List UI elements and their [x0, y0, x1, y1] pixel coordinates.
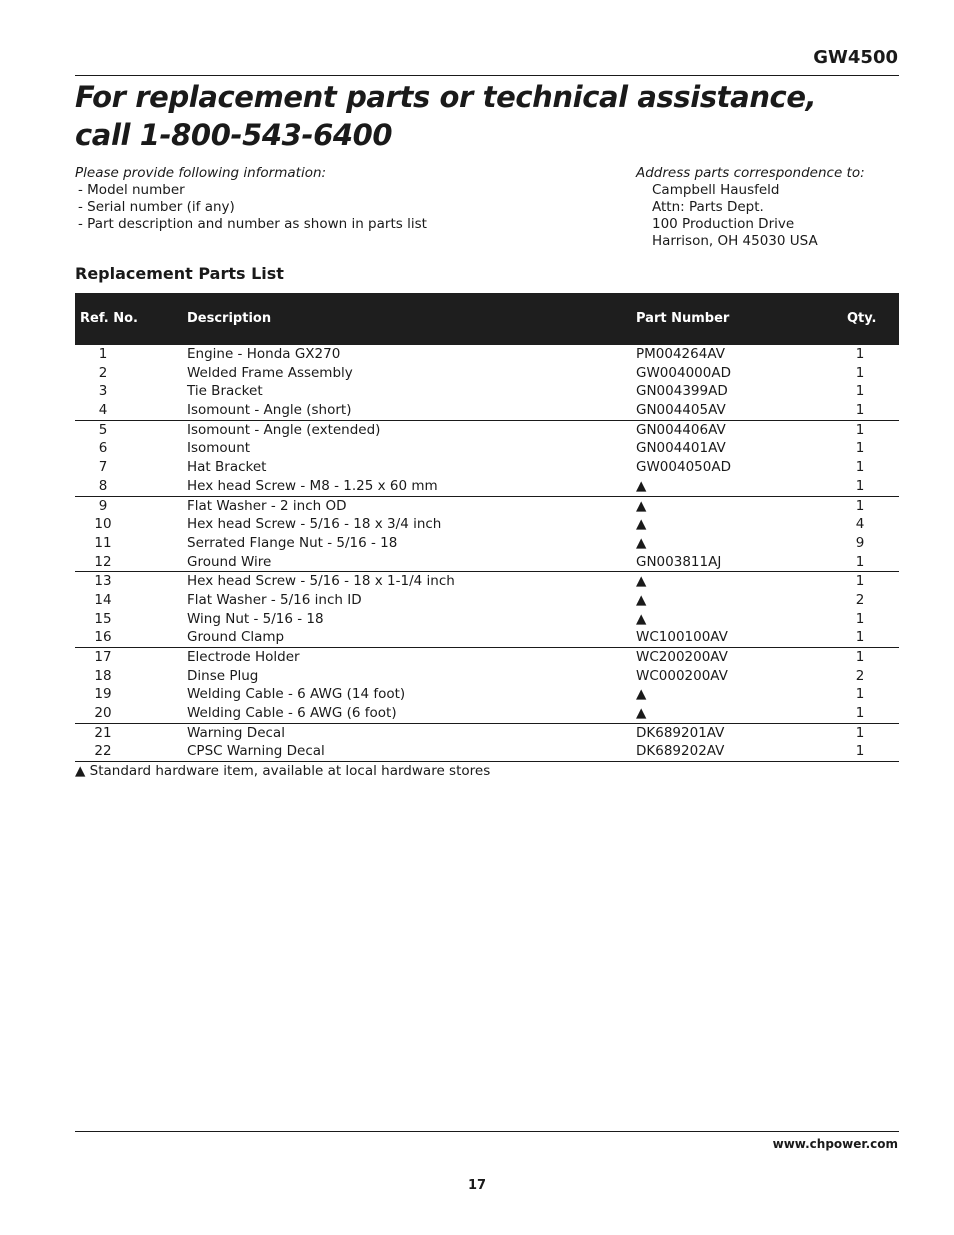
qty-cell: 9 — [855, 534, 865, 551]
description-cell: CPSC Warning Decal — [187, 743, 325, 760]
part-number-cell: ▲ — [636, 516, 647, 533]
table-row — [75, 421, 899, 440]
ref-no-cell: 5 — [98, 421, 108, 438]
description-cell: Ground Clamp — [187, 629, 285, 646]
table-row — [75, 477, 899, 496]
part-number-cell: WC100100AV — [636, 629, 728, 646]
description-cell: Welding Cable - 6 AWG (14 foot) — [187, 686, 406, 703]
part-number-cell: GN004399AD — [636, 383, 728, 400]
description-cell: Warning Decal — [187, 724, 285, 741]
description-cell: Hex head Screw - 5/16 - 18 x 3/4 inch — [187, 516, 442, 533]
ref-no-cell: 21 — [94, 724, 112, 741]
table-row — [75, 704, 899, 723]
part-number-cell: DK689201AV — [636, 724, 725, 741]
part-number-cell: WC000200AV — [636, 667, 728, 684]
required-info-block — [75, 165, 427, 233]
part-number-cell: ▲ — [636, 591, 647, 608]
ref-no-cell: 8 — [98, 477, 108, 494]
ref-no-cell: 4 — [98, 402, 108, 419]
description-cell: Flat Washer - 5/16 inch ID — [187, 591, 362, 608]
required-info-heading: Please provide following information: — [75, 165, 327, 181]
page-number: 17 — [467, 1178, 487, 1193]
table-row — [75, 610, 899, 629]
parts-list-title: Replacement Parts List — [75, 264, 284, 283]
part-number-cell: ▲ — [636, 686, 647, 703]
qty-cell: 1 — [855, 459, 865, 476]
part-number-cell: ▲ — [636, 705, 647, 722]
table-row — [75, 439, 899, 458]
column-header-description: Description — [187, 311, 272, 326]
qty-cell: 2 — [855, 591, 865, 608]
table-row — [75, 364, 899, 383]
qty-cell: 1 — [855, 383, 865, 400]
required-info-item: - Model number — [78, 182, 185, 198]
ref-no-cell: 13 — [94, 573, 112, 590]
table-row — [75, 648, 899, 667]
table-row — [75, 515, 899, 534]
qty-cell: 1 — [855, 553, 865, 570]
correspondence-address-block — [636, 165, 865, 250]
ref-no-cell: 10 — [94, 516, 112, 533]
qty-cell: 1 — [855, 364, 865, 381]
part-number-cell: GN004406AV — [636, 421, 726, 438]
qty-cell: 1 — [855, 724, 865, 741]
headline-line-1: For replacement parts or technical assistance, — [75, 80, 817, 114]
qty-cell: 1 — [855, 346, 865, 362]
top-divider — [75, 75, 899, 76]
part-number-cell: ▲ — [636, 610, 647, 627]
qty-cell: 1 — [855, 686, 865, 703]
ref-no-cell: 11 — [94, 534, 112, 551]
ref-no-cell: 12 — [94, 553, 112, 570]
ref-no-cell: 22 — [94, 743, 112, 760]
qty-cell: 1 — [855, 649, 865, 665]
part-number-cell: GN003811AJ — [636, 553, 722, 570]
column-header-ref-no: Ref. No. — [80, 311, 138, 326]
address-line: Harrison, OH 45030 USA — [652, 233, 818, 249]
ref-no-cell: 19 — [94, 686, 112, 703]
qty-cell: 1 — [855, 421, 865, 438]
address-line: 100 Production Drive — [652, 216, 795, 232]
qty-cell: 2 — [855, 667, 865, 684]
ref-no-cell: 16 — [94, 629, 112, 646]
description-cell: Hex head Screw - M8 - 1.25 x 60 mm — [187, 477, 438, 494]
table-row — [75, 724, 899, 743]
description-cell: Hat Bracket — [187, 459, 267, 476]
part-number-cell: ▲ — [636, 573, 647, 590]
parts-group — [75, 421, 899, 497]
column-header-part-number: Part Number — [636, 311, 730, 326]
ref-no-cell: 7 — [98, 459, 108, 476]
description-cell: Serrated Flange Nut - 5/16 - 18 — [187, 534, 398, 551]
website-url: www.chpower.com — [772, 1137, 898, 1151]
description-cell: Welded Frame Assembly — [187, 364, 353, 381]
parts-table-header — [75, 293, 899, 345]
table-row — [75, 345, 899, 364]
part-number-cell: ▲ — [636, 534, 647, 551]
table-row — [75, 458, 899, 477]
qty-cell: 4 — [855, 516, 865, 533]
ref-no-cell: 20 — [94, 705, 112, 722]
table-row — [75, 685, 899, 704]
model-number-label: GW4500 — [813, 47, 898, 68]
required-info-item: - Part description and number as shown in parts list — [78, 216, 427, 232]
part-number-cell: GN004401AV — [636, 440, 726, 457]
description-cell: Flat Washer - 2 inch OD — [187, 497, 347, 514]
table-row — [75, 401, 899, 420]
qty-cell: 1 — [855, 440, 865, 457]
part-number-cell: PM004264AV — [636, 346, 725, 362]
table-row — [75, 628, 899, 647]
ref-no-cell: 18 — [94, 667, 112, 684]
address-line: Campbell Hausfeld — [652, 182, 780, 198]
parts-table-body — [75, 345, 899, 762]
part-number-cell: ▲ — [636, 477, 647, 494]
hardware-footnote: ▲ Standard hardware item, available at local hardware stores — [75, 763, 491, 779]
page-headline — [75, 78, 875, 154]
parts-group — [75, 497, 899, 573]
address-line: Attn: Parts Dept. — [652, 199, 764, 215]
parts-group — [75, 572, 899, 648]
qty-cell: 1 — [855, 705, 865, 722]
table-row — [75, 382, 899, 401]
part-number-cell: GN004405AV — [636, 402, 726, 419]
part-number-cell: GW004000AD — [636, 364, 731, 381]
description-cell: Dinse Plug — [187, 667, 259, 684]
table-row — [75, 742, 899, 761]
description-cell: Isomount - Angle (short) — [187, 402, 352, 419]
qty-cell: 1 — [855, 610, 865, 627]
ref-no-cell: 3 — [98, 383, 108, 400]
table-row — [75, 591, 899, 610]
parts-group — [75, 648, 899, 724]
required-info-item: - Serial number (if any) — [78, 199, 235, 215]
qty-cell: 1 — [855, 402, 865, 419]
description-cell: Isomount - Angle (extended) — [187, 421, 381, 438]
table-row — [75, 534, 899, 553]
qty-cell: 1 — [855, 477, 865, 494]
description-cell: Engine - Honda GX270 — [187, 346, 341, 362]
description-cell: Tie Bracket — [187, 383, 263, 400]
qty-cell: 1 — [855, 743, 865, 760]
table-row — [75, 497, 899, 516]
ref-no-cell: 15 — [94, 610, 112, 627]
ref-no-cell: 1 — [98, 346, 108, 362]
column-header-qty: Qty. — [847, 311, 877, 326]
description-cell: Ground Wire — [187, 553, 272, 570]
part-number-cell: DK689202AV — [636, 743, 725, 760]
bottom-divider — [75, 1131, 899, 1132]
parts-group — [75, 724, 899, 762]
description-cell: Isomount — [187, 440, 251, 457]
qty-cell: 1 — [855, 573, 865, 590]
parts-group — [75, 345, 899, 421]
ref-no-cell: 6 — [98, 440, 108, 457]
description-cell: Wing Nut - 5/16 - 18 — [187, 610, 324, 627]
qty-cell: 1 — [855, 497, 865, 514]
description-cell: Hex head Screw - 5/16 - 18 x 1-1/4 inch — [187, 573, 455, 590]
table-row — [75, 572, 899, 591]
address-heading: Address parts correspondence to: — [636, 165, 865, 181]
description-cell: Electrode Holder — [187, 649, 300, 665]
part-number-cell: WC200200AV — [636, 649, 728, 665]
headline-line-2: call 1-800-543-6400 — [75, 118, 393, 152]
qty-cell: 1 — [855, 629, 865, 646]
part-number-cell: ▲ — [636, 497, 647, 514]
part-number-cell: GW004050AD — [636, 459, 731, 476]
ref-no-cell: 14 — [94, 591, 112, 608]
table-row — [75, 553, 899, 572]
ref-no-cell: 2 — [98, 364, 108, 381]
ref-no-cell: 17 — [94, 649, 112, 665]
description-cell: Welding Cable - 6 AWG (6 foot) — [187, 705, 397, 722]
table-row — [75, 667, 899, 686]
ref-no-cell: 9 — [98, 497, 108, 514]
